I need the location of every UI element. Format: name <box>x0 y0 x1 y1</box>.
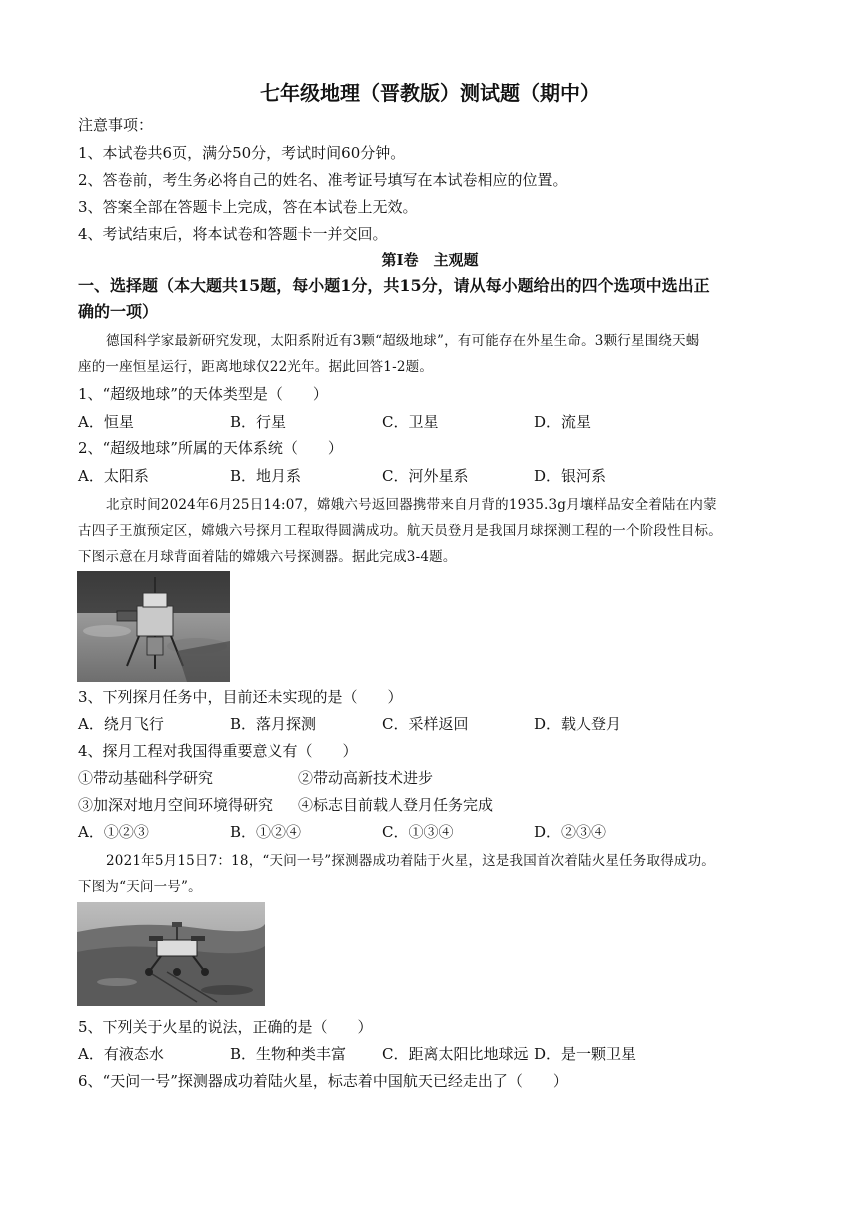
volume-heading: 第Ⅰ卷 主观题 <box>381 251 479 269</box>
q5-option-b[interactable]: B．生物种类丰富 <box>230 1045 347 1063</box>
notice-item-3: 3、答案全部在答题卡上完成，答在本试卷上无效。 <box>78 198 418 216</box>
q4-option-d[interactable]: D．②③④ <box>534 823 607 841</box>
q4-option-a[interactable]: A．①②③ <box>78 823 149 841</box>
q4-statement-2: ②带动高新技术进步 <box>298 769 434 787</box>
exam-title: 七年级地理（晋教版）测试题（期中） <box>260 81 600 105</box>
q2-option-a[interactable]: A．太阳系 <box>78 467 149 485</box>
passage3-line-2: 下图为“天问一号”。 <box>78 879 202 895</box>
q3-option-c[interactable]: C．采样返回 <box>382 715 469 733</box>
q5-stem: 5、下列关于火星的说法，正确的是（ ） <box>78 1018 373 1036</box>
notice-item-4: 4、考试结束后，将本试卷和答题卡一并交回。 <box>78 225 388 243</box>
q1-option-b[interactable]: B．行星 <box>230 413 287 431</box>
change6-lander-photo <box>77 571 230 682</box>
q2-option-b[interactable]: B．地月系 <box>230 467 302 485</box>
q1-option-a[interactable]: A．恒星 <box>78 413 134 431</box>
q5-option-a[interactable]: A．有液态水 <box>78 1045 164 1063</box>
q5-option-c[interactable]: C．距离太阳比地球远 <box>382 1045 529 1063</box>
q4-option-c[interactable]: C．①③④ <box>382 823 454 841</box>
notice-item-1: 1、本试卷共6页，满分50分，考试时间60分钟。 <box>78 144 406 162</box>
q3-stem: 3、下列探月任务中，目前还未实现的是（ ） <box>78 688 403 706</box>
q1-option-d[interactable]: D．流星 <box>534 413 592 431</box>
q4-statement-3: ③加深对地月空间环境得研究 <box>78 796 274 814</box>
passage1-line-2: 座的一座恒星运行，距离地球仅22光年。据此回答1-2题。 <box>78 359 434 375</box>
passage2-line-1: 北京时间2024年6月25日14:07，嫦娥六号返回器携带来自月背的1935.3g月壤样品安全着陆在内蒙 <box>106 497 717 513</box>
q1-option-c[interactable]: C．卫星 <box>382 413 439 431</box>
q1-stem: 1、“超级地球”的天体类型是（ ） <box>78 385 328 403</box>
q6-stem: 6、“天问一号”探测器成功着陆火星，标志着中国航天已经走出了（ ） <box>78 1072 568 1090</box>
q4-option-b[interactable]: B．①②④ <box>230 823 302 841</box>
passage1-line-1: 德国科学家最新研究发现，太阳系附近有3颗“超级地球”，有可能存在外星生命。3颗行星围绕天蝎 <box>106 333 700 349</box>
passage2-line-2: 古四子王旗预定区，嫦娥六号探月工程取得圆满成功。航天员登月是我国月球探测工程的一个阶段性目标。 <box>78 523 722 539</box>
q2-option-d[interactable]: D．银河系 <box>534 467 607 485</box>
notice-item-2: 2、答卷前，考生务必将自己的姓名、准考证号填写在本试卷相应的位置。 <box>78 171 568 189</box>
q4-stem: 4、探月工程对我国得重要意义有（ ） <box>78 742 358 760</box>
section-heading-line-1: 一、选择题（本大题共15题，每小题1分，共15分，请从每小题给出的四个选项中选出正 <box>78 276 710 295</box>
q3-option-d[interactable]: D．载人登月 <box>534 715 622 733</box>
tianwen1-rover-photo <box>77 902 265 1006</box>
q4-statement-1: ①带动基础科学研究 <box>78 769 214 787</box>
q3-option-a[interactable]: A．绕月飞行 <box>78 715 164 733</box>
section-heading-line-2: 确的一项） <box>78 302 159 321</box>
q2-option-c[interactable]: C．河外星系 <box>382 467 469 485</box>
passage3-line-1: 2021年5月15日7：18，“天问一号”探测器成功着陆于火星，这是我国首次着陆火星任务取得成功。 <box>106 853 715 869</box>
q4-statement-4: ④标志目前载人登月任务完成 <box>298 796 494 814</box>
q5-option-d[interactable]: D．是一颗卫星 <box>534 1045 637 1063</box>
passage2-line-3: 下图示意在月球背面着陆的嫦娥六号探测器。据此完成3-4题。 <box>78 549 457 565</box>
q3-option-b[interactable]: B．落月探测 <box>230 715 317 733</box>
q2-stem: 2、“超级地球”所属的天体系统（ ） <box>78 439 343 457</box>
notice-heading: 注意事项： <box>78 116 154 134</box>
